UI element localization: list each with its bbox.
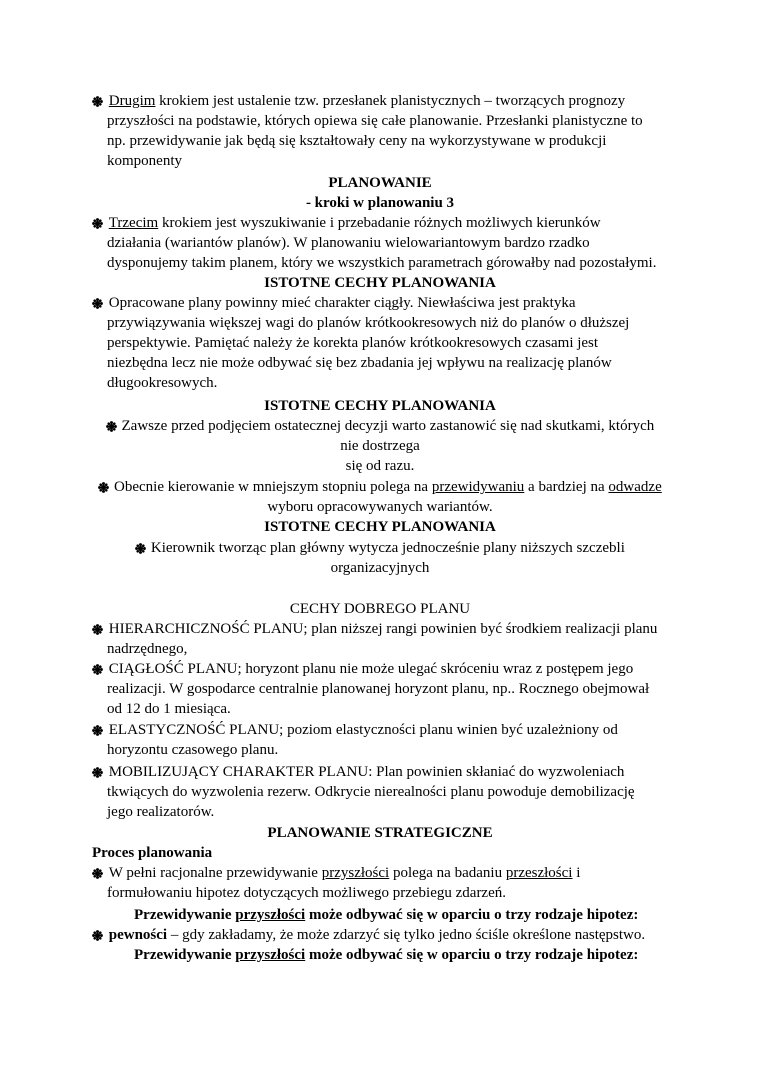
bold-term: pewności <box>108 927 168 943</box>
bold-line <box>134 905 638 925</box>
heading: PLANOWANIE STRATEGICZNE <box>267 825 493 841</box>
flower-bullet-icon <box>92 664 101 673</box>
flower-bullet-icon <box>92 298 101 307</box>
text: Przewidywanie <box>134 907 236 923</box>
text-line: realizacji. W gospodarce centralnie planowanej horyzont planu, np.. Rocznego obejmował <box>107 681 650 697</box>
bullet-line <box>92 659 633 679</box>
underlined-word: przyszłości <box>235 907 306 923</box>
text: może odbywać się w oparciu o trzy rodzaje hipotez: <box>305 947 639 963</box>
subheading: - kroki w planowaniu 3 <box>305 195 455 211</box>
text: Obecnie kierowanie w mniejszym stopniu polega na <box>114 479 432 495</box>
text-line: formułowaniu hipotez dotyczących możliwego przebiegu zdarzeń. <box>107 885 507 901</box>
bullet-line <box>92 213 601 233</box>
bullet-line <box>0 416 760 436</box>
text-line: wyboru opracowywanych wariantów. <box>267 499 493 515</box>
heading: PLANOWANIE <box>328 175 432 191</box>
text: Opracowane plany powinny mieć charakter ciągły. Niewłaściwa jest praktyka <box>108 295 576 311</box>
text-line: organizacyjnych <box>330 560 430 576</box>
bullet-line <box>92 720 618 740</box>
flower-bullet-icon <box>92 930 101 939</box>
text-line: niezbędna lecz nie może odbywać się bez zbadania jej wpływu na realizację planów <box>107 355 612 371</box>
text-line: działania (wariantów planów). W planowaniu wielowariantowym bardzo rzadko <box>107 235 590 251</box>
underlined-word: przewidywaniu <box>431 479 525 495</box>
bullet-line <box>0 477 760 497</box>
heading: ISTOTNE CECHY PLANOWANIA <box>264 519 496 535</box>
flower-bullet-icon <box>92 96 101 105</box>
subheading: Proces planowania <box>92 845 213 861</box>
text-line: jego realizatorów. <box>107 804 215 820</box>
underlined-word: odwadze <box>608 479 662 495</box>
underlined-word: przyszłości <box>235 947 306 963</box>
text: krokiem jest wyszukiwanie i przebadanie różnych możliwych kierunków <box>158 215 601 231</box>
text: HIERARCHICZNOŚĆ PLANU; plan niższej rangi powinien być środkiem realizacji planu <box>108 621 658 637</box>
step-word: Trzecim <box>108 215 159 231</box>
bullet-line <box>92 762 624 782</box>
flower-bullet-icon <box>92 868 101 877</box>
flower-bullet-icon <box>92 218 101 227</box>
flower-bullet-icon <box>92 725 101 734</box>
text: ELASTYCZNOŚĆ PLANU; poziom elastyczności planu winien być uzależniony od <box>108 722 618 738</box>
text: CIĄGŁOŚĆ PLANU; horyzont planu nie może ulegać skróceniu wraz z postępem jego <box>108 661 634 677</box>
text-line: nadrzędnego, <box>107 641 188 657</box>
flower-bullet-icon <box>98 482 107 491</box>
underlined-word: przyszłości <box>321 865 390 881</box>
underlined-word: przeszłości <box>505 865 573 881</box>
text-line: np. przewidywanie jak będą się kształtowały ceny na wykorzystywane w produkcji <box>107 133 607 149</box>
heading: ISTOTNE CECHY PLANOWANIA <box>264 398 496 414</box>
bullet-line <box>92 925 645 945</box>
text-line: nie dostrzega <box>340 438 420 454</box>
text: Kierownik tworząc plan główny wytycza jednocześnie plany niższych szczebli <box>150 540 625 556</box>
flower-bullet-icon <box>135 543 144 552</box>
text-line: tkwiących do wyzwolenia rezerw. Odkrycie nierealności planu powoduje demobilizację <box>107 784 635 800</box>
text: Przewidywanie <box>134 947 236 963</box>
text: Zawsze przed podjęciem ostatecznej decyzji warto zastanowić się nad skutkami, których <box>121 418 655 434</box>
text: – gdy zakładamy, że może zdarzyć się tylko jedno ściśle określone następstwo. <box>167 927 646 943</box>
text-line: przywiązywania większej wagi do planów krótkookresowych niż do planów o dłuższej <box>107 315 630 331</box>
bullet-line <box>92 619 657 639</box>
text-line: od 12 do 1 miesiąca. <box>107 701 231 717</box>
text: W pełni racjonalne przewidywanie <box>108 865 322 881</box>
text: polega na badaniu <box>389 865 506 881</box>
flower-bullet-icon <box>92 767 101 776</box>
text-line: horyzontu czasowego planu. <box>107 742 279 758</box>
bold-line <box>134 945 638 965</box>
text: i <box>572 865 581 881</box>
text: może odbywać się w oparciu o trzy rodzaje hipotez: <box>305 907 639 923</box>
flower-bullet-icon <box>92 624 101 633</box>
text-line: się od razu. <box>345 458 415 474</box>
text-line: długookresowych. <box>107 375 218 391</box>
heading: ISTOTNE CECHY PLANOWANIA <box>264 275 496 291</box>
text-line: dysponujemy takim planem, który we wszystkich parametrach górowałby nad pozostałymi. <box>107 255 657 271</box>
text: MOBILIZUJĄCY CHARAKTER PLANU: Plan powinien skłaniać do wyzwoleniach <box>108 764 625 780</box>
bullet-line <box>92 863 580 883</box>
text: a bardziej na <box>524 479 609 495</box>
text-line: komponenty <box>107 153 182 169</box>
bullet-line <box>92 293 576 313</box>
text-line: perspektywie. Pamiętać należy że korekta planów krótkookresowych czasami jest <box>107 335 599 351</box>
text: krokiem jest ustalenie tzw. przesłanek planistycznych – tworzących prognozy <box>155 93 626 109</box>
bullet-line <box>92 91 625 111</box>
bullet-line <box>0 538 760 558</box>
text-line: przyszłości na podstawie, których opiewa się całe planowanie. Przesłanki planistyczne to <box>107 113 643 129</box>
heading: CECHY DOBREGO PLANU <box>289 601 471 617</box>
flower-bullet-icon <box>106 421 115 430</box>
step-word: Drugim <box>108 93 156 109</box>
